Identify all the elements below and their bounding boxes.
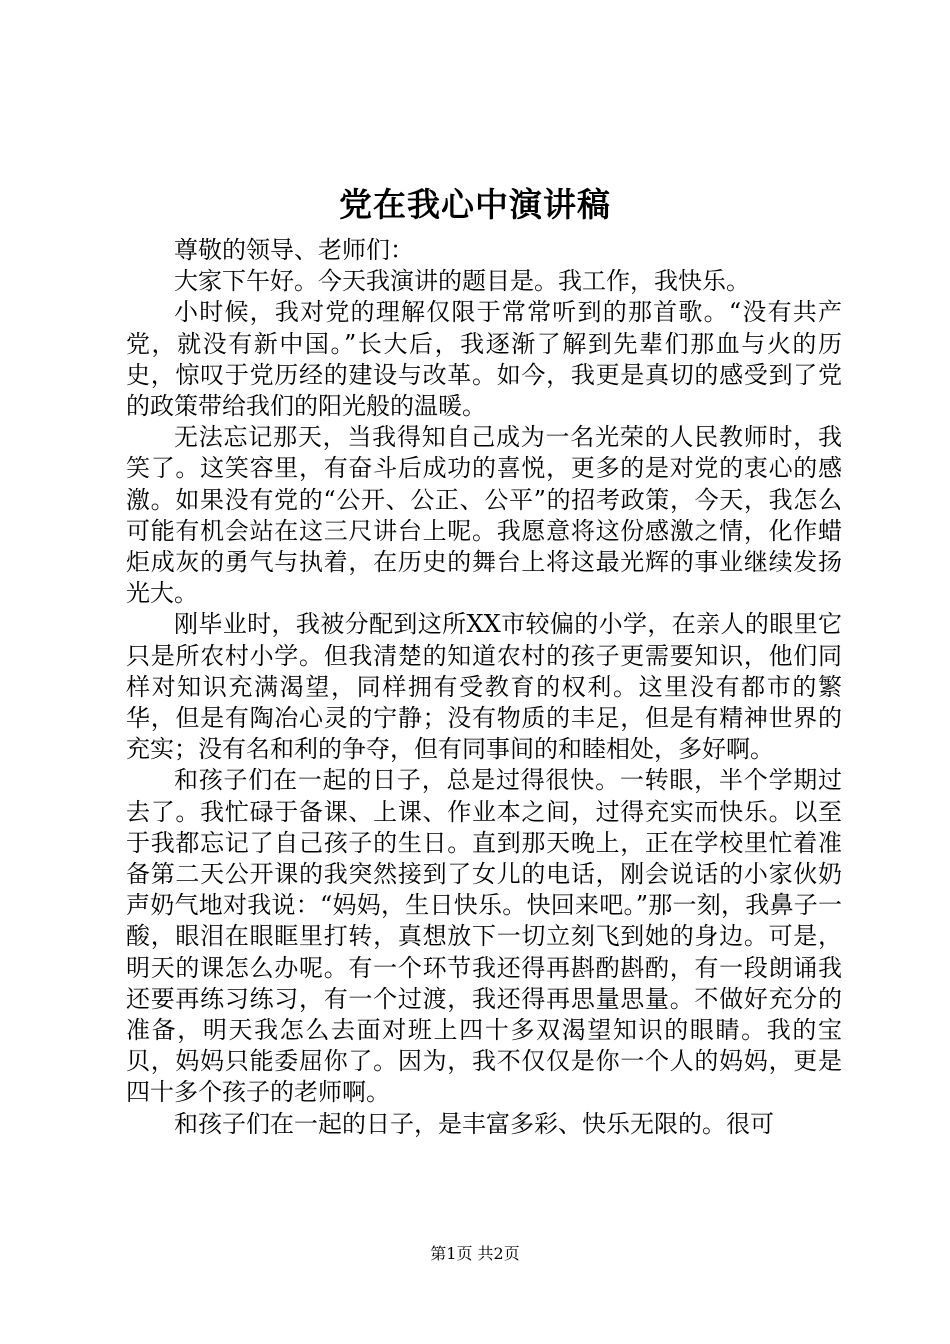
paragraph: 刚毕业时，我被分配到这所XX市较偏的小学，在亲人的眼里它只是所农村小学。但我清楚的知道农村的孩子更需要知识，他们同样对知识充满渴望，同样拥有受教育的权利。这里没有都市的繁华，但是有陶冶心灵的宁静；没有物质的丰足，但是有精神世界的充实；没有名和利的争夺，但有同事间的和睦相处，多好啊。 [126,610,842,764]
paragraph: 和孩子们在一起的日子，是丰富多彩、快乐无限的。很可 [174,1109,774,1138]
page-footer: 第1页 共2页 [430,1244,520,1263]
document-title: 党在我心中演讲稿 [339,185,611,224]
paragraph: 小时候，我对党的理解仅限于常常听到的那首歌。“没有共产党，就没有新中国。”长大后，我逐渐了解到先辈们那血与火的历史，惊叹于党历经的建设与改革。如今，我更是真切的感受到了党的政策带给我们的阳光般的温暖。 [126,298,842,421]
paragraph-salutation: 尊敬的领导、老师们： [174,236,414,264]
paragraph-greeting: 大家下午好。今天我演讲的题目是。我工作，我快乐。 [174,267,750,296]
document-body [126,235,842,1140]
paragraph: 无法忘记那天，当我得知自己成为一名光荣的人民教师时，我笑了。这笑容里，有奋斗后成功的喜悦，更多的是对党的衷心的感激。如果没有党的“公开、公正、公平”的招考政策，今天，我怎么可能有机会站在这三尺讲台上呢。我愿意将这份感激之情，化作蜡炬成灰的勇气与执着，在历史的舞台上将这最光辉的事业继续发扬光大。 [126,423,842,608]
paragraph: 和孩子们在一起的日子，总是过得很快。一转眼，半个学期过去了。我忙碌于备课、上课、作业本之间，过得充实而快乐。以至于我都忘记了自己孩子的生日。直到那天晚上，正在学校里忙着准备第二天公开课的我突然接到了女儿的电话，刚会说话的小家伙奶声奶气地对我说：“妈妈，生日快乐。快回来吧。”那一刻，我鼻子一酸，眼泪在眼眶里打转，真想放下一切立刻飞到她的身边。可是，明天的课怎么办呢。有一个环节我还得再斟酌斟酌，有一段朗诵我还要再练习练习，有一个过渡，我还得再思量思量。不做好充分的准备，明天我怎么去面对班上四十多双渴望知识的眼睛。我的宝贝，妈妈只能委屈你了。因为，我不仅仅是你一个人的妈妈，更是四十多个孩子的老师啊。 [126,766,842,1107]
